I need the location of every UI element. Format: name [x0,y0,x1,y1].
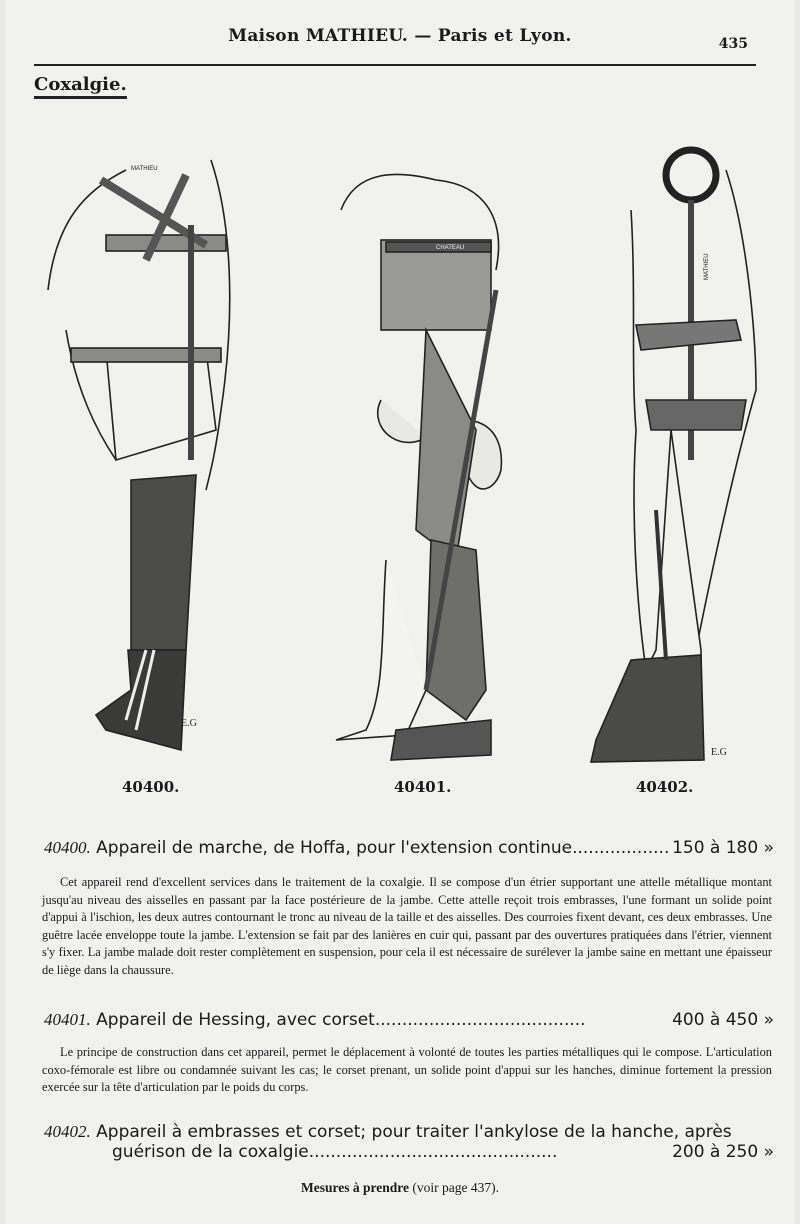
figure-40402-engraving [591,150,756,762]
measurements-note [6,1180,794,1196]
entry-title: Appareil à embrasses et corset; pour traiter l'ankylose de la hanche, après [96,1122,732,1142]
entry-description-40401: Le principe de construction dans cet appareil, permet le déplacement à volonté de toutes les parties métalliques qui le compose. L'articulation coxo-fémorale est libre ou condamnée suivant les cas; le corset prenant, un solide point d'appui sur les hanches, diminue fortement la pression exercée sur la tête d'articulation par le poids du corps. [42,1045,772,1094]
catalog-entry-40401 [44,1010,774,1030]
figure-40401-engraving [336,174,501,760]
section-title: Coxalgie. [34,74,127,99]
figure-label-40402: 40402. [636,778,694,796]
entry-number: 40400. [44,838,91,857]
entry-leader: .............................................. [308,1142,558,1162]
entry-leader: .................. [572,838,670,858]
entry-number: 40402. [44,1122,91,1141]
figure-label-40400: 40400. [122,778,180,796]
entry-title: Appareil de Hessing, avec corset [96,1010,375,1030]
entry-title: Appareil de marche, de Hoffa, pour l'extension continue [96,838,573,858]
engraver-signature-1: E.G [181,718,197,729]
entry-description-40400: Cet appareil rend d'excellent services dans le traitement de la coxalgie. Il se compose d'un étrier supportant une attelle métallique montant jusqu'au niveau des aisselles en passant par la face postérieure de la jambe. Cette attelle reçoit trois embrasses, l'une formant un solide point d'appui à l'ischion, les deux autres contournant le tronc au niveau de la taille et des aisselles. Des courroies fixent devant, ces deux embrasses. Une guêtre lacée enveloppe toute la jambe. L'extension se fait par des lanières en cuir qui, passant par des ouvertures pratiquées dans l'étrier, viennent s'y fixer. La jambe malade doit rester complètement en suspension, pour cela il est nécessaire de surélever la jambe saine en mettant une épaisseur de liège dans la chaussure. [42,875,772,977]
page-number: 435 [718,36,748,52]
catalog-entry-40400 [44,838,774,858]
entry-price: 200 à 250 » [672,1142,774,1162]
catalog-entry-40402-continued [112,1142,774,1162]
figure-label-40401: 40401. [394,778,452,796]
engraver-signature-3: E.G [711,747,727,758]
entry-leader: ....................................... [374,1010,586,1030]
measurements-label: Mesures à prendre [301,1180,409,1195]
catalog-page [6,0,794,1224]
entry-number: 40401. [44,1010,91,1029]
header-rule [34,64,756,66]
entry-title-continued: guérison de la coxalgie [112,1142,309,1162]
brace-illustrations [36,130,776,780]
brace-maker-mark-2: CHATEAU [436,245,465,251]
catalog-entry-40402 [44,1122,774,1142]
figure-40400-engraving [48,160,230,750]
entry-price: 400 à 450 » [672,1010,774,1030]
entry-price: 150 à 180 » [672,838,774,858]
measurements-reference: (voir page 437). [412,1180,499,1195]
header-title: Maison MATHIEU. — Paris et Lyon. [228,26,572,46]
brace-maker-mark-1: MATHIEU [131,166,158,172]
brace-maker-mark-3: MATHIEU [704,253,710,280]
